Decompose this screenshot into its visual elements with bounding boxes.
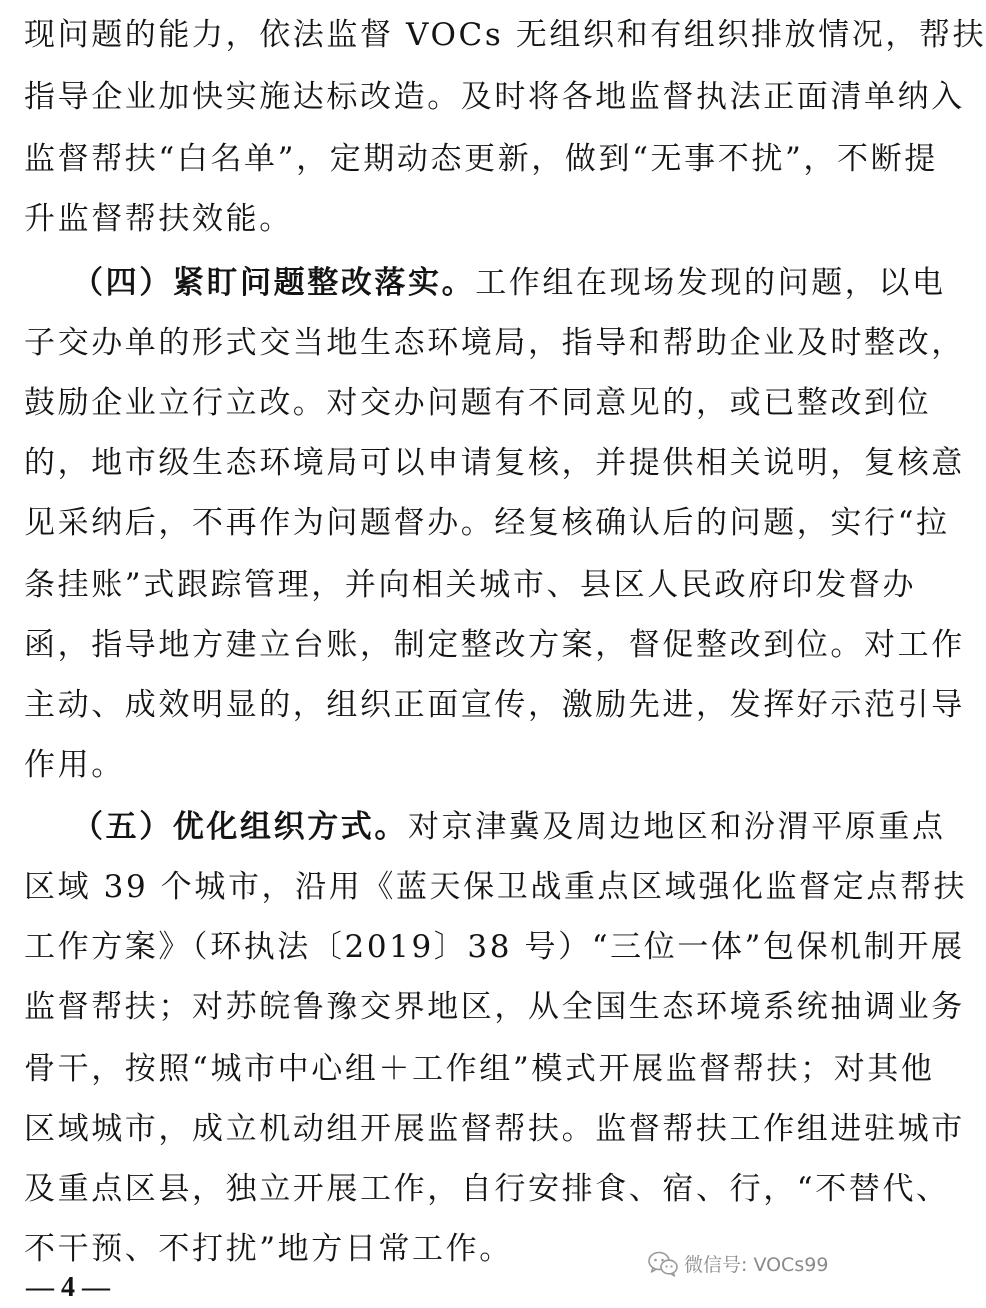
watermark [642, 1248, 834, 1279]
wechat-icon [648, 1251, 678, 1277]
text-line: 现问题的能力，依法监督 VOCs 无组织和有组织排放情况，帮扶 [24, 17, 986, 53]
text-line: 条挂账”式跟踪管理，并向相关城市、县区人民政府印发督办 [24, 567, 917, 603]
section-heading: （四）紧盯问题整改落实。 [72, 265, 476, 301]
text-line: 的，地市级生态环境局可以申请复核，并提供相关说明，复核意 [24, 445, 965, 481]
page-number: — 4 — [26, 1272, 110, 1303]
text-line: 升监督帮扶效能。 [24, 201, 293, 237]
section-heading: （五）优化组织方式。 [72, 809, 408, 845]
text-line: 函，指导地方建立台账，制定整改方案，督促整改到位。对工作 [24, 627, 965, 663]
text-line: 见采纳后，不再作为问题督办。经复核确认后的问题，实行“拉 [24, 505, 950, 541]
text-line: 不干预、不打扰”地方日常工作。 [24, 1231, 513, 1267]
text-line: 工作方案》（环执法〔2019〕38 号）“三位一体”包保机制开展 [24, 929, 965, 965]
text-line: 区域城市，成立机动组开展监督帮扶。监督帮扶工作组进驻城市 [24, 1111, 965, 1147]
text-line: 指导企业加快实施达标改造。及时将各地监督执法正面清单纳入 [24, 79, 965, 115]
text-line: 子交办单的形式交当地生态环境局，指导和帮助企业及时整改， [24, 325, 965, 361]
text-line: 及重点区县，独立开展工作，自行安排食、宿、行，“不替代、 [24, 1171, 950, 1207]
watermark-text: 微信号: VOCs99 [684, 1254, 829, 1276]
text-run: 工作组在现场发现的问题，以电 [475, 265, 946, 301]
text-run: 对京津冀及周边地区和汾渭平原重点 [408, 809, 946, 845]
text-line: 骨干，按照“城市中心组＋工作组”模式开展监督帮扶；对其他 [24, 1051, 935, 1087]
text-line: 监督帮扶“白名单”，定期动态更新，做到“无事不扰”，不断提 [24, 141, 938, 177]
section-line [72, 798, 946, 856]
section-line [72, 254, 946, 312]
text-line: 鼓励企业立行立改。对交办问题有不同意见的，或已整改到位 [24, 385, 932, 421]
text-line: 监督帮扶；对苏皖鲁豫交界地区，从全国生态环境系统抽调业务 [24, 989, 965, 1025]
text-line: 作用。 [24, 747, 125, 783]
text-line: 区域 39 个城市，沿用《蓝天保卫战重点区域强化监督定点帮扶 [24, 869, 968, 905]
text-line: 主动、成效明显的，组织正面宣传，激励先进，发挥好示范引导 [24, 687, 965, 723]
